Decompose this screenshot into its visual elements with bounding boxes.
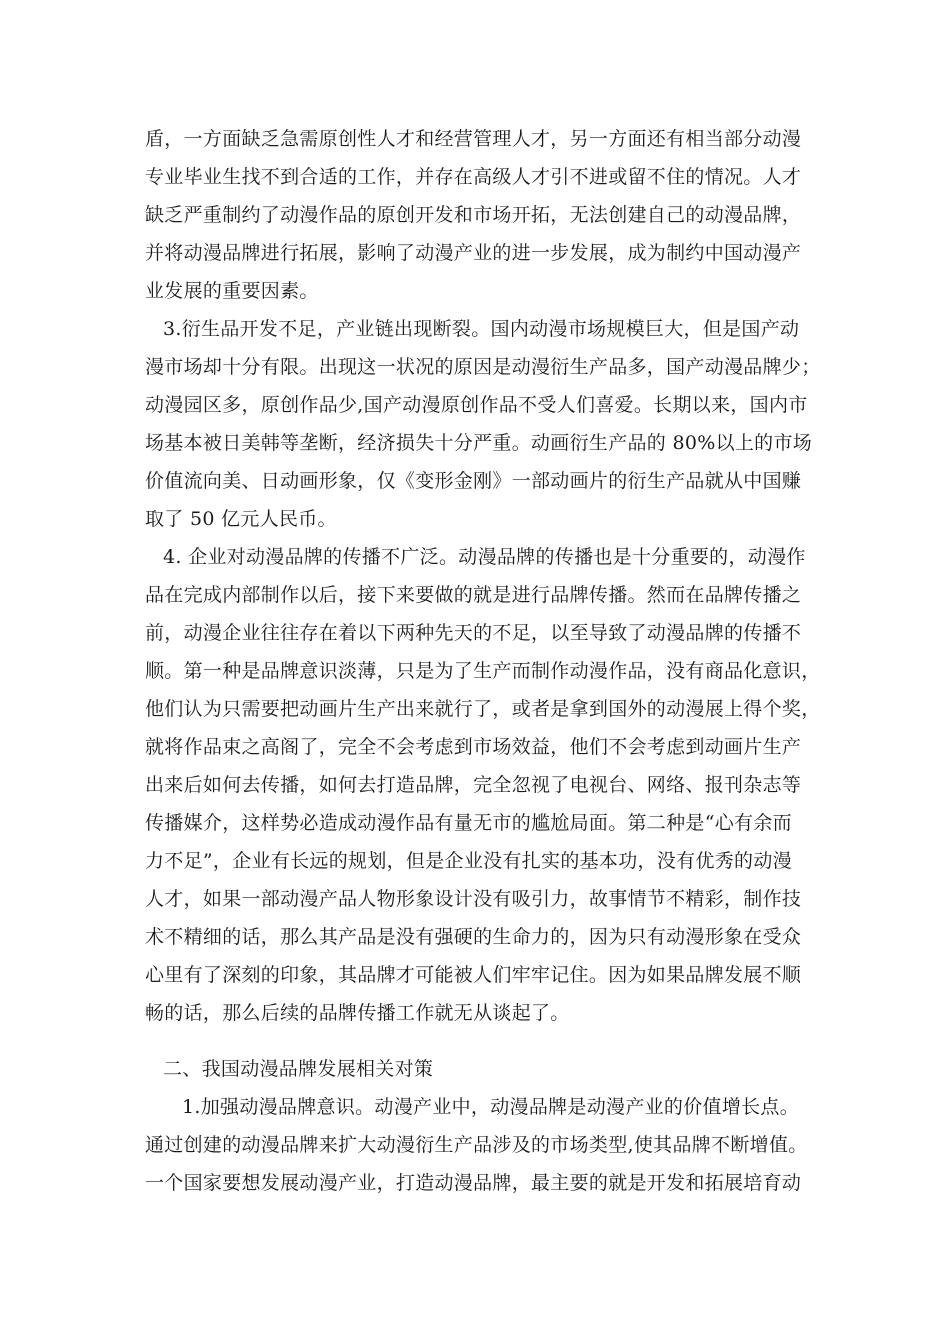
text-line: 场基本被日美韩等垄断，经济损失十分严重。动画衍生产品的 80%以上的市场 — [145, 432, 813, 454]
text-line: 畅的话，那么后续的品牌传播工作就无从谈起了。 — [145, 1002, 570, 1024]
text-line: 顺。第一种是品牌意识淡薄，只是为了生产而制作动漫作品，没有商品化意识， — [145, 660, 821, 682]
text-line: 价值流向美、日动画形象，仅《变形金刚》一部动画片的衍生产品就从中国赚 — [145, 470, 802, 492]
text-line: 出来后如何去传播，如何去打造品牌，完全忽视了电视台、网络、报刊杂志等 — [145, 774, 802, 796]
paragraph-3-start: 3.衍生品开发不足，产业链出现断裂。国内动漫市场规模巨大，但是国产动 — [163, 318, 800, 340]
text-line: 动漫园区多，原创作品少,国产动漫原创作品不受人们喜爱。长期以来，国内市 — [145, 394, 808, 416]
text-line: 就将作品束之高阁了，完全不会考虑到市场效益，他们不会考虑到动画片生产 — [145, 736, 802, 758]
section-heading: 二、我国动漫品牌发展相关对策 — [163, 1058, 434, 1080]
text-line: 通过创建的动漫品牌来扩大动漫衍生产品涉及的市场类型,使其品牌不断增值。 — [145, 1134, 808, 1156]
text-line: 缺乏严重制约了动漫作品的原创开发和市场开拓，无法创建自己的动漫品牌， — [145, 204, 802, 226]
text-line: 并将动漫品牌进行拓展，影响了动漫产业的进一步发展，成为制约中国动漫产 — [145, 242, 802, 264]
text-line: 品在完成内部制作以后，接下来要做的就是进行品牌传播。然而在品牌传播之 — [145, 584, 802, 606]
paragraph-1-start: 1.加强动漫品牌意识。动漫产业中，动漫品牌是动漫产业的价值增长点。 — [182, 1096, 800, 1118]
text-line: 专业毕业生找不到合适的工作，并存在高级人才引不进或留不住的情况。人才 — [145, 166, 802, 188]
text-line: 一个国家要想发展动漫产业，打造动漫品牌，最主要的就是开发和拓展培育动 — [145, 1172, 802, 1194]
text-line: 术不精细的话，那么其产品是没有强硬的生命力的，因为只有动漫形象在受众 — [145, 926, 802, 948]
paragraph-4-start: 4. 企业对动漫品牌的传播不广泛。动漫品牌的传播也是十分重要的，动漫作 — [163, 546, 806, 568]
text-line: 前，动漫企业往往存在着以下两种先天的不足，以至导致了动漫品牌的传播不 — [145, 622, 802, 644]
text-line: 漫市场却十分有限。出现这一状况的原因是动漫衍生产品多，国产动漫品牌少； — [145, 356, 821, 378]
text-line: 心里有了深刻的印象，其品牌才可能被人们牢牢记住。因为如果品牌发展不顺 — [145, 964, 802, 986]
text-line: 盾，一方面缺乏急需原创性人才和经营管理人才，另一方面还有相当部分动漫 — [145, 128, 802, 150]
text-line: 传播媒介，这样势必造成动漫作品有量无市的尴尬局面。第二种是“心有余而 — [145, 812, 792, 834]
text-line: 他们认为只需要把动画片生产出来就行了，或者是拿到国外的动漫展上得个奖， — [145, 698, 821, 720]
text-line: 人才，如果一部动漫产品人物形象设计没有吸引力，故事情节不精彩，制作技 — [145, 888, 802, 910]
text-line: 力不足”，企业有长远的规划，但是企业没有扎实的基本功，没有优秀的动漫 — [145, 850, 792, 872]
text-line: 业发展的重要因素。 — [145, 280, 319, 302]
text-line: 取了 50 亿元人民币。 — [145, 508, 337, 530]
